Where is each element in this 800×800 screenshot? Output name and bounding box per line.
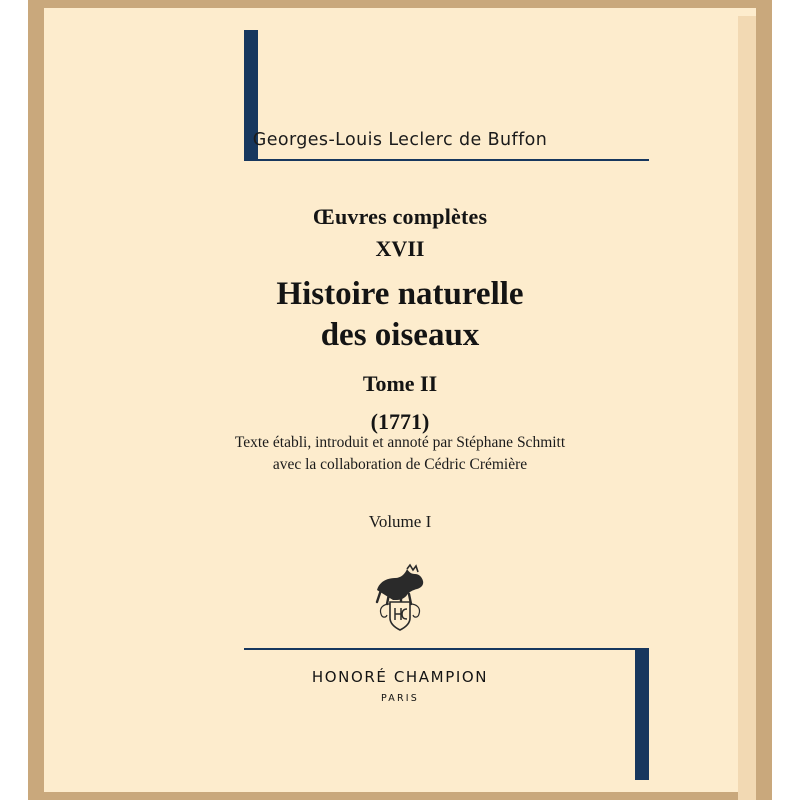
- cover-surface: [44, 8, 756, 792]
- honore-champion-horse-crest-logo: [357, 560, 443, 634]
- book-title-line-1: Histoire naturelle: [276, 276, 524, 312]
- year-label: (1771): [370, 409, 430, 435]
- publisher-city: PARIS: [380, 693, 420, 704]
- publisher-name: HONORÉ CHAMPION: [311, 668, 489, 686]
- credits-line-2: avec la collaboration de Cédric Crémière: [272, 456, 528, 474]
- author-name: Georges-Louis Leclerc de Buffon: [252, 130, 548, 150]
- credits-block: [44, 432, 756, 477]
- book-title: [44, 274, 756, 355]
- volume-label: Volume I: [368, 512, 432, 531]
- decorative-rule-top: [244, 159, 649, 161]
- book-title-line-2: des oiseaux: [320, 316, 480, 353]
- decorative-rule-bottom: [244, 648, 649, 650]
- series-title: Œuvres complètes: [312, 204, 488, 229]
- credits-line-1: Texte établi, introduit et annoté par Stéphane Schmitt: [234, 434, 566, 451]
- tome-label: Tome II: [362, 371, 438, 397]
- title-block: [44, 204, 756, 435]
- series-number: XVII: [375, 236, 425, 261]
